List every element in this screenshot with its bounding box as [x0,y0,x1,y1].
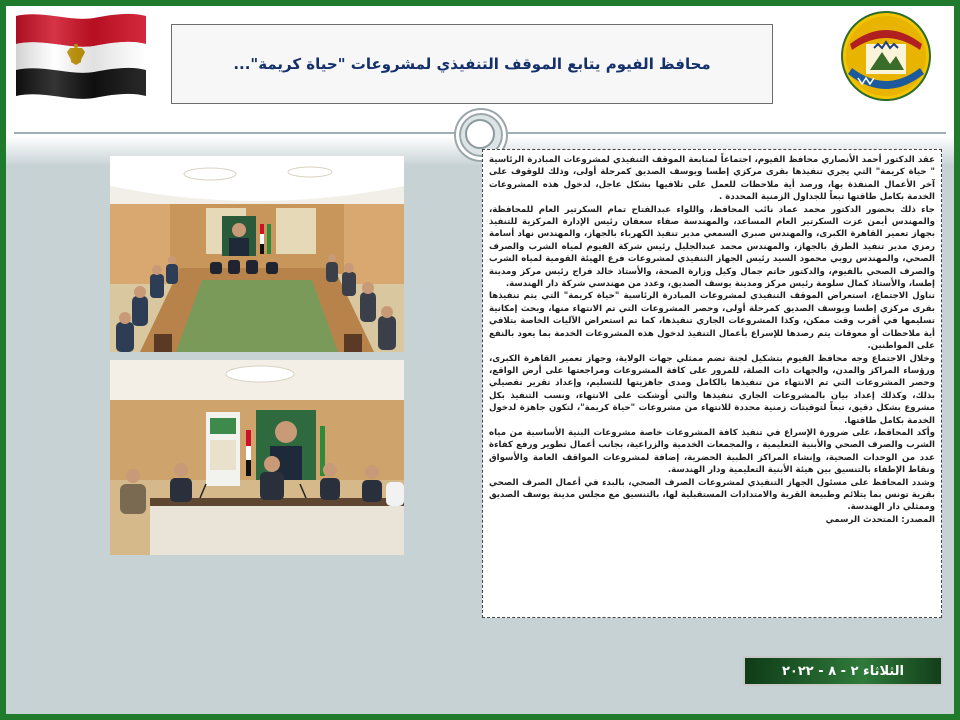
meeting-photo-wide-icon [110,156,404,352]
article-paragraph: تناول الاجتماع، استعراض الموقف التنفيذي لمشروعات المبادرة الرئاسية "حياة كريمة" التي يتم تنفيذها بقرى مركزي إطسا ويوسف الصديق كمرحلة أولى، وحصر المشروعات التي تم الانتهاء منها، وبحث إمكانية تسليمها في أقرب وقت ممكن، وكذا المشروعات الجاري تنفيذها، كما تم استعراض الآليات الخاصة بتلافي أية ملاحظات أو معوقات يتم رصدها للإسراع بأعمال التنفيذ لدخول هذه المشروعات الخدمة بما يعود بالنفع على المواطنين. [489,291,935,352]
article-paragraph: جاء ذلك بحضور الدكتور محمد عماد نائب المحافظ، واللواء عبدالفتاح تمام السكرتير العام للمحافظة، والمهندس أيمن عزت السكرتير العام المساعد، والمهندسة صفاء سعفان رئيس الإدارة المركزية للتنفيذ بجهاز تعمير القاهرة الكبرى، والمهندس صبري السمعي مدير تنفيذ الكهرباء بالجهاز، والمهندس نهاد أسامة رمزي مدير تنفيذ الطرق بالجهاز، والمهندس محمد عبدالجليل رئيس شركة الفيوم لمياه الشرب والصرف الصحي، والمهندس روبي محمود السيد رئيس الجهاز التنفيذي لمشروعات فرع الهيئة القومية لمياه الشرب والصرف الصحي بالفيوم، والدكتور حاتم جمال وكيل وزارة الصحة، والأستاذ خالد فراج رئيس مركز ومدينة إطسا، والأستاذ كمال سلومة رئيس مركز ومدينة يوسف الصديق، وعدد من مهندسي شركة دار الهندسة. [489,204,935,290]
article-paragraph: وشدد المحافظ على مسئول الجهاز التنفيذي لمشروعات الصرف الصحي، بالبدء في أعمال الصرف الصحي بقرية تونس بما يتلائم وطبيعة القرية والامتدادات المستقبلية لها، بالتنسيق مع مجلس مدينة يوسف الصديق وممثلي دار الهندسة. [489,477,935,513]
page-title: محافظ الفيوم يتابع الموقف التنفيذي لمشروعات "حياة كريمة"... [233,55,711,73]
meeting-photo-2 [110,360,404,555]
article-source: المصدر: المتحدث الرسمي [825,514,935,525]
article-body [489,154,935,526]
meeting-photo-1 [110,156,404,352]
meeting-photo-close-icon [110,360,404,555]
fayoum-governorate-logo-icon [830,8,942,104]
bottom-strip [6,700,954,714]
divider-ring-center-icon [465,119,495,149]
article-paragraph: وأكد المحافظ، على ضرورة الإسراع في تنفيذ كافة المشروعات خاصة مشروعات البنية الأساسية من مياه الشرب والصرف الصحي والأبنية التعليمية ، والمجمعات الخدمية والزراعية، بجانب أعمال تطوير ورفع كفاءة عدد من الوحدات الصحية، وإنشاء المراكز الطبية الحضرية، إضافة لمشروعات المواقف العامة والأسواق ونقاط الإطفاء بالتنسيق بين هيئة الأبنية التعليمية ودار الهندسة. [489,427,935,476]
egypt-flag-icon [14,10,148,102]
article-paragraph: عقد الدكتور أحمد الأنصاري محافظ الفيوم، اجتماعاً لمتابعة الموقف التنفيذي لمشروعات المبادرة الرئاسية " حياة كريمة" التي يجري تنفيذها بقرى مركزي إطسا ويوسف الصديق كمرحلة أولى، وذلك للوقوف على آخر الأعمال المنفذة بها، ورصد أية ملاحظات للعمل على تلافيها بشكل عاجل، لدخول هذه المشروعات الخدمة بكامل طاقتها تبعاً للجداول الزمنية المحددة . [489,155,935,203]
publish-date: الثلاثاء ٢ - ٨ - ٢٠٢٢ [782,663,904,679]
article-box [482,149,942,618]
headline-box [171,24,773,104]
article-paragraph: وخلال الاجتماع وجه محافظ الفيوم بتشكيل لجنة تضم ممثلي جهات الولاية، وجهاز تعمير القاهرة الكبرى، ورؤساء المراكز والمدن، والجهات ذات الصلة، للمرور على كافة المشروعات ومراجعتها على أرض الواقع، وحصر المشروعات التي تم الانتهاء من تنفيذها بالكامل ومدى جاهزيتها للتسليم، وإعداد تقرير تفصيلي بذلك، وكذلك إعداد بيان بالمشروعات الجاري تنفيذها والتي أوشكت على الانتهاء، ونسب التنفيذ بكل مشروع بشكل دقيق، تبعاً لتوقيتات زمنية محددة للانتهاء من مشروعات "حياة كريمة"، لتكون جاهزة لدخول الخدمة بكامل طاقتها. [489,353,935,426]
date-badge [743,656,943,686]
